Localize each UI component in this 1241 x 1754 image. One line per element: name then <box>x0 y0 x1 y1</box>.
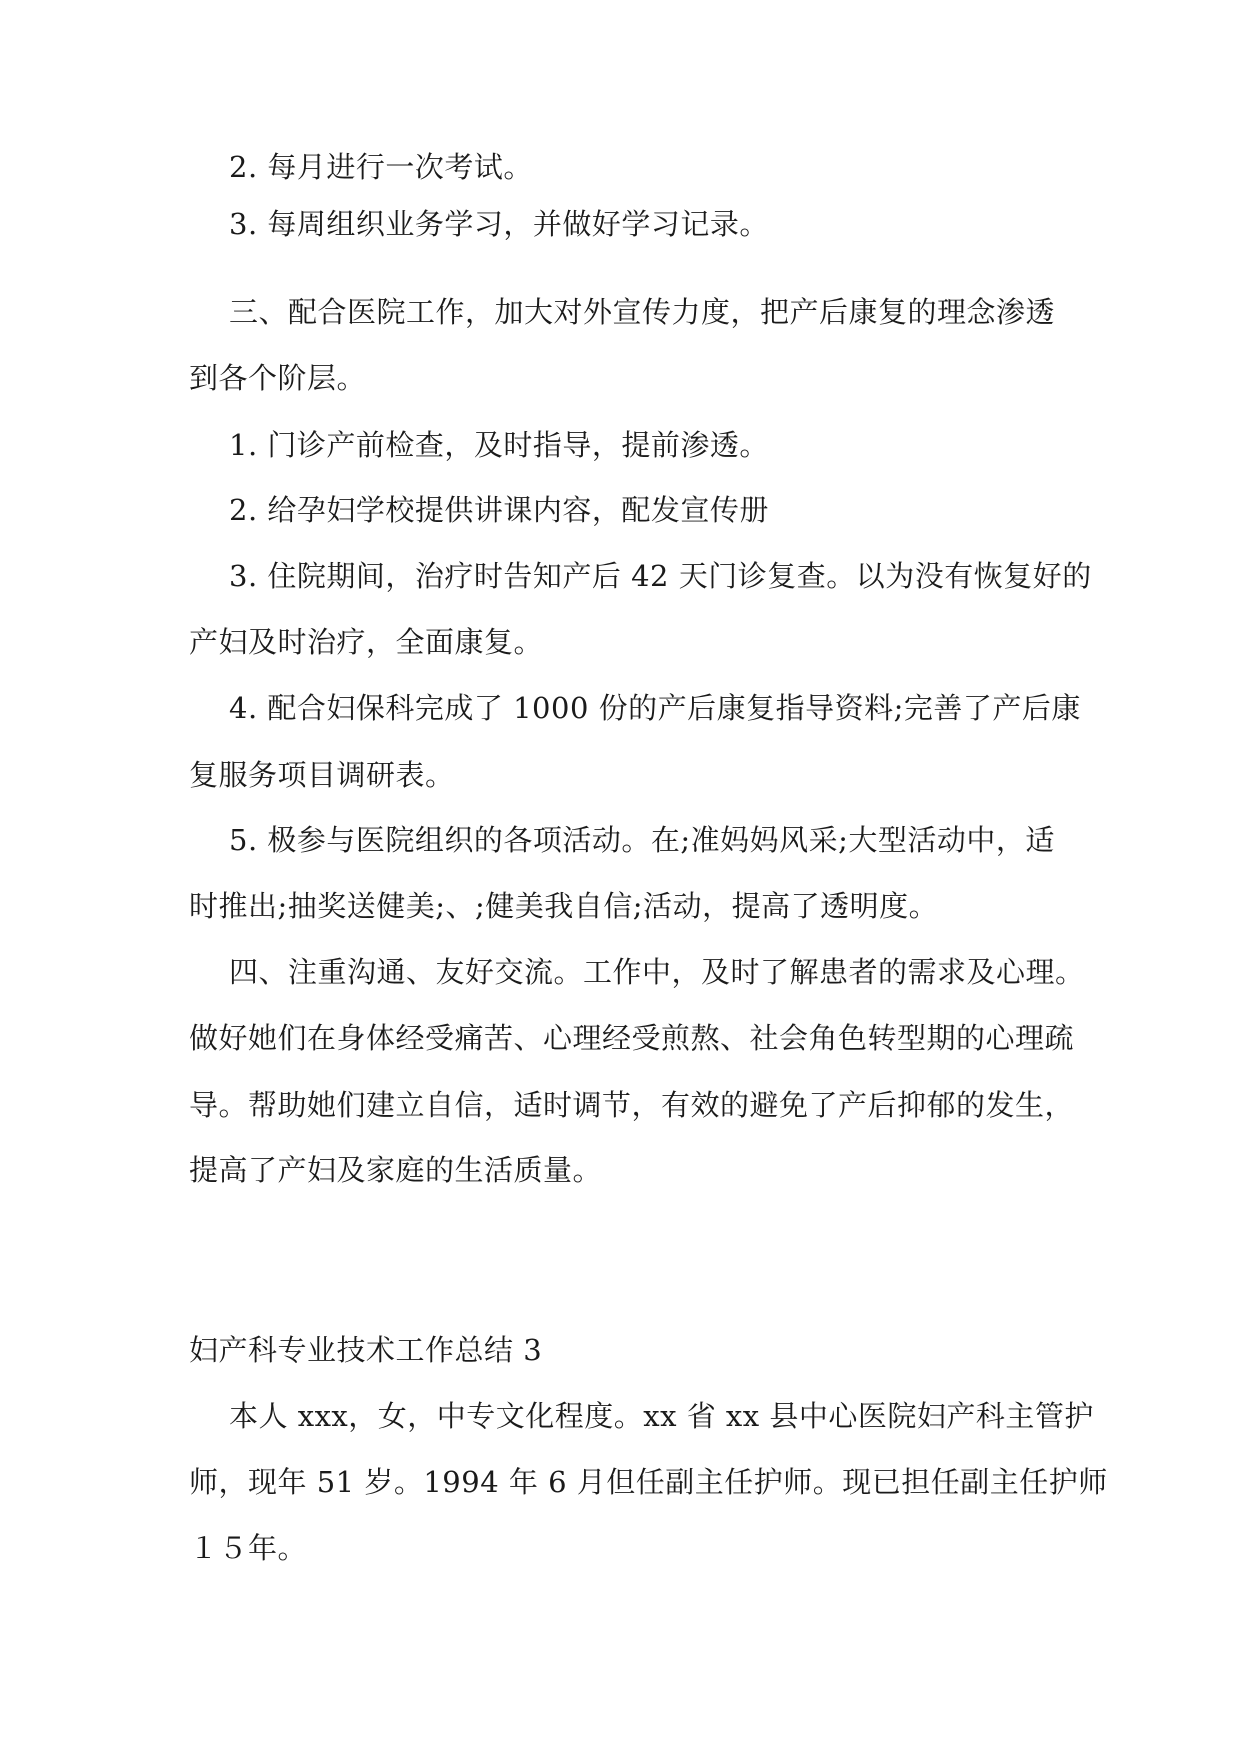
text-line: 做好她们在身体经受痛苦、心理经受煎熬、社会角色转型期的心理疏 <box>189 1021 1075 1055</box>
text-line: 本人 xxx，女，中专文化程度。xx 省 xx 县中心医院妇产科主管护 <box>229 1399 1094 1433</box>
section-heading: 妇产科专业技术工作总结 3 <box>189 1333 543 1367</box>
text-line: 3. 每周组织业务学习，并做好学习记录。 <box>229 207 769 241</box>
text-line: 3. 住院期间，治疗时告知产后 42 天门诊复查。以为没有恢复好的 <box>229 559 1092 593</box>
text-line: １５年。 <box>189 1531 308 1565</box>
text-line: 4. 配合妇保科完成了 1000 份的产后康复指导资料;完善了产后康 <box>229 691 1081 725</box>
text-line: 师，现年 51 岁。1994 年 6 月但任副主任护师。现已担任副主任护师 <box>189 1465 1108 1499</box>
text-line: 提高了产妇及家庭的生活质量。 <box>189 1153 603 1187</box>
text-line: 5. 极参与医院组织的各项活动。在;准妈妈风采;大型活动中，适 <box>229 823 1055 857</box>
text-line: 时推出;抽奖送健美;、;健美我自信;活动，提高了透明度。 <box>189 889 939 923</box>
text-line: 复服务项目调研表。 <box>189 758 455 792</box>
text-line: 产妇及时治疗，全面康复。 <box>189 625 544 659</box>
text-line: 三、配合医院工作，加大对外宣传力度，把产后康复的理念渗透 <box>229 295 1056 329</box>
text-line: 导。帮助她们建立自信，适时调节，有效的避免了产后抑郁的发生， <box>189 1088 1075 1122</box>
text-line: 2. 每月进行一次考试。 <box>229 150 533 184</box>
text-line: 1. 门诊产前检查，及时指导，提前渗透。 <box>229 428 769 462</box>
text-line: 到各个阶层。 <box>189 361 367 395</box>
text-line: 2. 给孕妇学校提供讲课内容，配发宣传册 <box>229 493 769 527</box>
text-line: 四、注重沟通、友好交流。工作中，及时了解患者的需求及心理。 <box>229 955 1085 989</box>
